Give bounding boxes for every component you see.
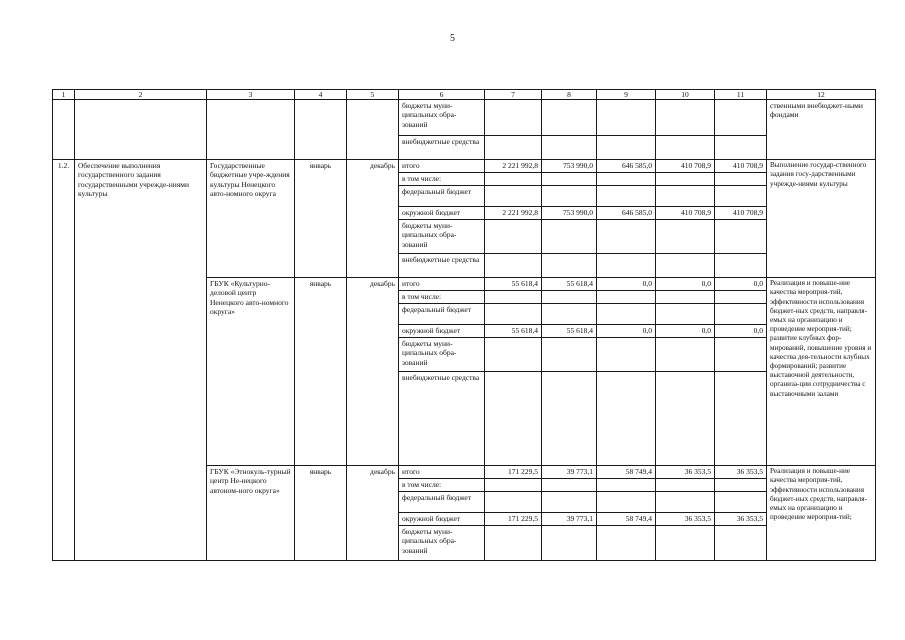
value-cell bbox=[715, 338, 767, 372]
value-cell bbox=[542, 186, 597, 207]
value-cell bbox=[542, 492, 597, 513]
funding-source-label: в том числе: bbox=[399, 291, 485, 304]
cell-end bbox=[347, 100, 399, 160]
value-cell: 39 773,1 bbox=[542, 513, 597, 526]
header-cell: 12 bbox=[767, 90, 876, 100]
value-cell: 646 585,0 bbox=[597, 207, 656, 220]
value-cell bbox=[715, 173, 767, 186]
value-cell bbox=[485, 136, 542, 160]
value-cell bbox=[715, 186, 767, 207]
header-cell: 3 bbox=[207, 90, 295, 100]
value-cell bbox=[656, 186, 715, 207]
end-month: декабрь bbox=[347, 278, 399, 466]
value-cell: 55 618,4 bbox=[485, 325, 542, 338]
value-cell bbox=[656, 338, 715, 372]
value-cell bbox=[485, 492, 542, 513]
value-cell bbox=[485, 479, 542, 492]
result-cell: Реализация и повыше-ние качества мероприя-тий, эффективности использования бюджет-ных средств, направля-емых на организацию и проведение мероприя-тий; bbox=[767, 466, 876, 561]
header-cell: 10 bbox=[656, 90, 715, 100]
header-cell: 1 bbox=[53, 90, 75, 100]
funding-source-label: бюджеты муни-ципальных обра-зований bbox=[399, 100, 485, 136]
value-cell bbox=[656, 304, 715, 325]
funding-source-label: итого bbox=[399, 160, 485, 173]
value-cell bbox=[485, 186, 542, 207]
value-cell: 39 773,1 bbox=[542, 466, 597, 479]
value-cell bbox=[715, 220, 767, 254]
value-cell bbox=[656, 479, 715, 492]
cell-executor bbox=[207, 100, 295, 160]
funding-source-label: внебюджетные средства bbox=[399, 254, 485, 278]
value-cell bbox=[656, 220, 715, 254]
cell-num bbox=[53, 100, 75, 160]
value-cell bbox=[485, 338, 542, 372]
value-cell bbox=[542, 173, 597, 186]
value-cell bbox=[715, 479, 767, 492]
executor-cell: Государственные бюджетные учре-ждения культуры Ненецкого авто-номного округа bbox=[207, 160, 295, 278]
value-cell: 55 618,4 bbox=[485, 278, 542, 291]
value-cell: 0,0 bbox=[597, 325, 656, 338]
value-cell: 753 990,0 bbox=[542, 160, 597, 173]
value-cell bbox=[485, 254, 542, 278]
page-number: 5 bbox=[450, 33, 455, 44]
funding-source-label: федеральный бюджет bbox=[399, 304, 485, 325]
value-cell: 0,0 bbox=[715, 325, 767, 338]
value-cell: 36 353,5 bbox=[715, 513, 767, 526]
value-cell bbox=[485, 526, 542, 561]
value-cell bbox=[542, 100, 597, 136]
value-cell bbox=[597, 136, 656, 160]
table-row bbox=[53, 160, 876, 173]
funding-source-label: бюджеты муни-ципальных обра-зований bbox=[399, 220, 485, 254]
value-cell: 55 618,4 bbox=[542, 325, 597, 338]
value-cell: 36 353,5 bbox=[656, 513, 715, 526]
funding-source-label: внебюджетные средства bbox=[399, 372, 485, 466]
result-cell: ственными внебюджет-ными фондами bbox=[767, 100, 876, 160]
value-cell: 171 229,5 bbox=[485, 513, 542, 526]
value-cell bbox=[542, 220, 597, 254]
header-cell: 7 bbox=[485, 90, 542, 100]
value-cell bbox=[542, 372, 597, 466]
header-cell: 4 bbox=[295, 90, 347, 100]
value-cell bbox=[597, 526, 656, 561]
value-cell bbox=[656, 173, 715, 186]
funding-source-label: бюджеты муни-ципальных обра-зований bbox=[399, 338, 485, 372]
program-table bbox=[52, 89, 876, 561]
value-cell bbox=[485, 100, 542, 136]
value-cell bbox=[542, 304, 597, 325]
value-cell bbox=[715, 304, 767, 325]
value-cell bbox=[597, 173, 656, 186]
header-cell: 11 bbox=[715, 90, 767, 100]
value-cell: 410 708,9 bbox=[715, 160, 767, 173]
value-cell bbox=[485, 291, 542, 304]
value-cell bbox=[656, 254, 715, 278]
cell-start bbox=[295, 100, 347, 160]
result-cell: Реализация и повыше-ние качества мероприя-тий, эффективности использования бюджет-ных средств, направля-емых на организацию и проведение мероприя-тий; развитие клубных фор-мирований, повышение уровня и качества дея-тельности клубных формирований; развитие выставочной деятельности, организа-ции сотрудничества с выставочными залами bbox=[767, 278, 876, 466]
value-cell: 646 585,0 bbox=[597, 160, 656, 173]
value-cell: 36 353,5 bbox=[715, 466, 767, 479]
value-cell bbox=[597, 372, 656, 466]
value-cell bbox=[597, 254, 656, 278]
funding-source-label: итого bbox=[399, 278, 485, 291]
executor-cell: ГБУК «Культурно-деловой центр Ненецкого авто-номного округа» bbox=[207, 278, 295, 466]
header-cell: 2 bbox=[75, 90, 207, 100]
value-cell bbox=[542, 136, 597, 160]
value-cell bbox=[715, 492, 767, 513]
value-cell bbox=[656, 372, 715, 466]
value-cell: 36 353,5 bbox=[656, 466, 715, 479]
value-cell: 2 221 992,8 bbox=[485, 160, 542, 173]
value-cell: 410 708,9 bbox=[656, 207, 715, 220]
value-cell bbox=[542, 291, 597, 304]
value-cell bbox=[542, 479, 597, 492]
value-cell bbox=[597, 291, 656, 304]
value-cell bbox=[485, 304, 542, 325]
value-cell bbox=[597, 338, 656, 372]
value-cell: 58 749,4 bbox=[597, 466, 656, 479]
value-cell bbox=[542, 254, 597, 278]
end-month: декабрь bbox=[347, 466, 399, 561]
value-cell bbox=[542, 526, 597, 561]
value-cell: 410 708,9 bbox=[715, 207, 767, 220]
value-cell bbox=[715, 372, 767, 466]
funding-source-label: в том числе: bbox=[399, 173, 485, 186]
value-cell bbox=[656, 492, 715, 513]
header-cell: 5 bbox=[347, 90, 399, 100]
value-cell bbox=[597, 492, 656, 513]
table-row bbox=[53, 100, 876, 136]
item-number: 1.2. bbox=[53, 160, 75, 561]
cell-name bbox=[75, 100, 207, 160]
value-cell bbox=[485, 220, 542, 254]
funding-source-label: федеральный бюджет bbox=[399, 492, 485, 513]
value-cell bbox=[656, 136, 715, 160]
value-cell bbox=[715, 100, 767, 136]
funding-source-label: окружной бюджет bbox=[399, 513, 485, 526]
value-cell: 0,0 bbox=[656, 278, 715, 291]
value-cell: 0,0 bbox=[656, 325, 715, 338]
value-cell bbox=[542, 338, 597, 372]
value-cell: 753 990,0 bbox=[542, 207, 597, 220]
funding-source-label: окружной бюджет bbox=[399, 325, 485, 338]
header-row bbox=[53, 90, 876, 100]
value-cell bbox=[597, 479, 656, 492]
funding-source-label: окружной бюджет bbox=[399, 207, 485, 220]
start-month: январь bbox=[295, 160, 347, 278]
value-cell bbox=[597, 100, 656, 136]
value-cell bbox=[597, 186, 656, 207]
start-month: январь bbox=[295, 278, 347, 466]
item-name: Обеспечение выполнения государственного задания государственными учрежде-ниями культуры bbox=[75, 160, 207, 561]
value-cell bbox=[656, 526, 715, 561]
result-cell: Выполнение государ-ственного задания госу-дарственными учрежде-ниями культуры bbox=[767, 160, 876, 278]
value-cell: 0,0 bbox=[597, 278, 656, 291]
value-cell: 410 708,9 bbox=[656, 160, 715, 173]
value-cell bbox=[656, 291, 715, 304]
value-cell: 171 229,5 bbox=[485, 466, 542, 479]
end-month: декабрь bbox=[347, 160, 399, 278]
value-cell: 2 221 992,8 bbox=[485, 207, 542, 220]
value-cell bbox=[597, 220, 656, 254]
value-cell: 0,0 bbox=[715, 278, 767, 291]
value-cell bbox=[715, 254, 767, 278]
executor-cell: ГБУК «Этнокуль-турный центр Не-нецкого автоном-ного округа» bbox=[207, 466, 295, 561]
value-cell bbox=[597, 304, 656, 325]
value-cell bbox=[715, 526, 767, 561]
header-cell: 8 bbox=[542, 90, 597, 100]
funding-source-label: федеральный бюджет bbox=[399, 186, 485, 207]
value-cell bbox=[656, 100, 715, 136]
funding-source-label: итого bbox=[399, 466, 485, 479]
header-cell: 6 bbox=[399, 90, 485, 100]
funding-source-label: бюджеты муни-ципальных обра-зований bbox=[399, 526, 485, 561]
value-cell: 55 618,4 bbox=[542, 278, 597, 291]
funding-source-label: внебюджетные средства bbox=[399, 136, 485, 160]
funding-source-label: в том числе: bbox=[399, 479, 485, 492]
start-month: январь bbox=[295, 466, 347, 561]
header-cell: 9 bbox=[597, 90, 656, 100]
value-cell bbox=[485, 173, 542, 186]
value-cell bbox=[485, 372, 542, 466]
value-cell bbox=[715, 291, 767, 304]
value-cell: 58 749,4 bbox=[597, 513, 656, 526]
value-cell bbox=[715, 136, 767, 160]
